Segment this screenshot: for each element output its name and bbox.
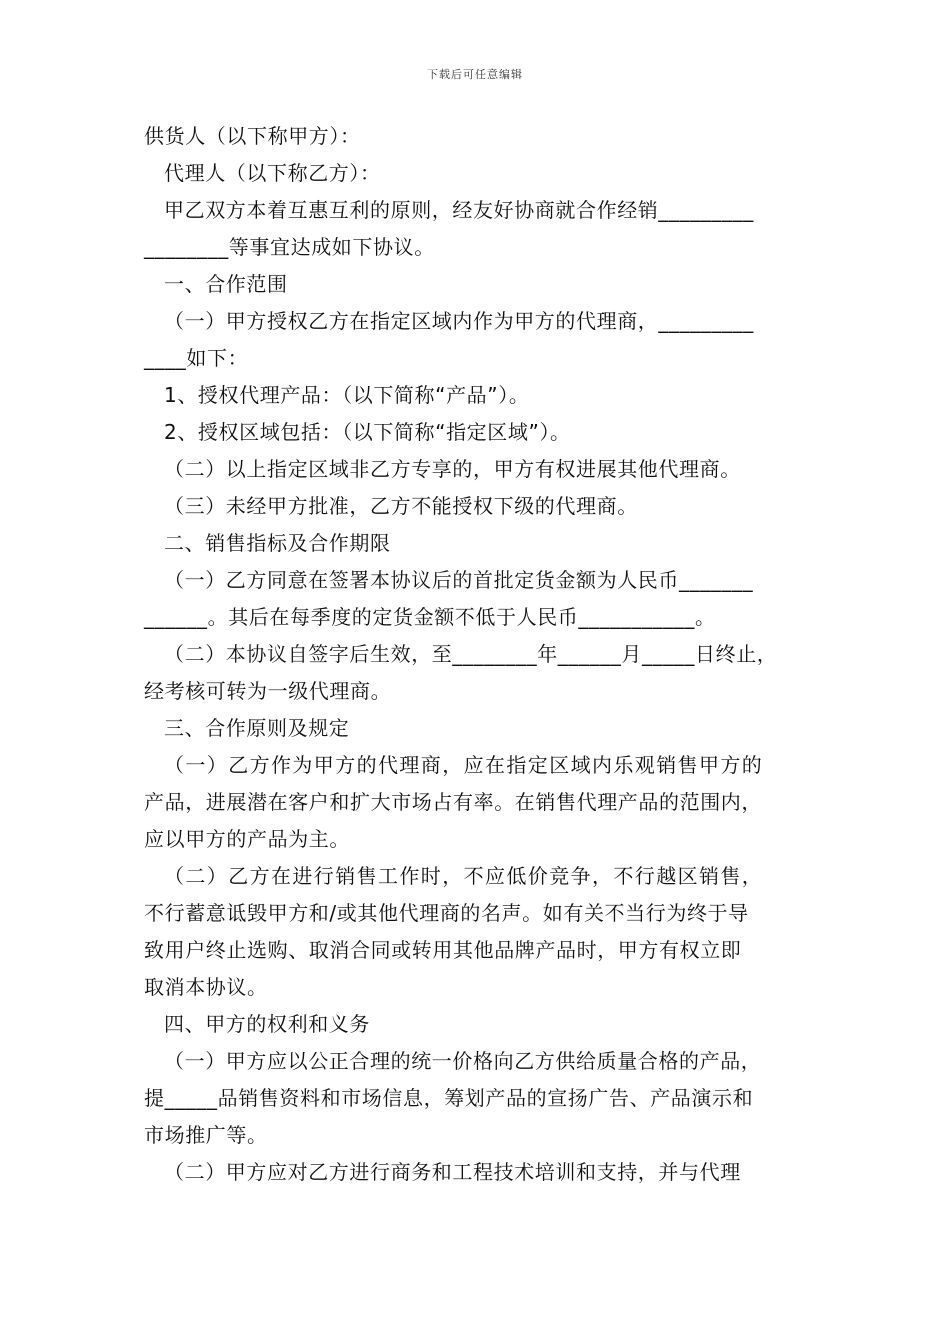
section-heading-2: 二、销售指标及合作期限 (164, 531, 391, 555)
clause-1-1-item-2: 2、授权区域包括：（以下简称“指定区域”）。 (164, 420, 571, 444)
clause-4-1-line-1: （一）甲方应以公正合理的统一价格向乙方供给质量合格的产品， (164, 1049, 762, 1073)
clause-1-1-item-1: 1、授权代理产品：（以下简称“产品”）。 (164, 383, 530, 407)
clause-1-3: （三）未经甲方批准，乙方不能授权下级的代理商。 (164, 494, 638, 518)
clause-2-2-line-2: 经考核可转为一级代理商。 (144, 679, 392, 703)
clause-1-1-line-2: ____如下： (144, 346, 249, 370)
clause-3-2-line-3: 致用户终止选购、取消合同或转用其他品牌产品时，甲方有权立即 (144, 938, 742, 962)
clause-2-2-line-1: （二）本协议自签字后生效，至________年______月_____日终止， (164, 642, 778, 666)
clause-4-1-line-3: 市场推广等。 (144, 1123, 268, 1147)
supplier-line: 供货人（以下称甲方）： (144, 124, 361, 148)
clause-2-1-line-2: ______。其后在每季度的定货金额不低于人民币___________。 (144, 605, 716, 629)
clause-4-2-line-1: （二）甲方应对乙方进行商务和工程技术培训和支持，并与代理 (164, 1160, 741, 1184)
agent-line: 代理人（以下称乙方）： (164, 161, 381, 185)
clause-3-2-line-1: （二）乙方在进行销售工作时，不应低价竞争，不行越区销售， (164, 864, 764, 888)
clause-3-2-line-2: 不行蓄意诋毁甲方和/或其他代理商的名声。如有关不当行为终于导 (144, 901, 749, 925)
preamble-line-2: ________等事宜达成如下协议。 (144, 235, 435, 259)
clause-3-1-line-2: 产品，进展潜在客户和扩大市场占有率。在销售代理产品的范围内， (144, 790, 762, 814)
page-header: 下载后可任意编辑 (427, 68, 523, 81)
document-body (144, 118, 808, 1191)
clause-2-1-line-1: （一）乙方同意在签署本协议后的首批定货金额为人民币_______ (164, 568, 754, 592)
clause-3-1-line-1: （一）乙方作为甲方的代理商，应在指定区域内乐观销售甲方的 (164, 753, 764, 777)
section-heading-3: 三、合作原则及规定 (164, 716, 350, 740)
clause-4-1-line-2: 提_____品销售资料和市场信息，筹划产品的宣扬广告、产品演示和 (144, 1086, 754, 1110)
clause-3-2-line-4: 取消本协议。 (144, 975, 268, 999)
clause-1-1-line-1: （一）甲方授权乙方在指定区域内作为甲方的代理商，_________ (164, 309, 754, 333)
section-heading-4: 四、甲方的权利和义务 (164, 1012, 370, 1036)
clause-1-2: （二）以上指定区域非乙方专享的，甲方有权进展其他代理商。 (164, 457, 741, 481)
preamble-line-1: 甲乙双方本着互惠互利的原则，经友好协商就合作经销_________ (164, 198, 754, 222)
section-heading-1: 一、合作范围 (164, 272, 288, 296)
clause-3-1-line-3: 应以甲方的产品为主。 (144, 827, 350, 851)
